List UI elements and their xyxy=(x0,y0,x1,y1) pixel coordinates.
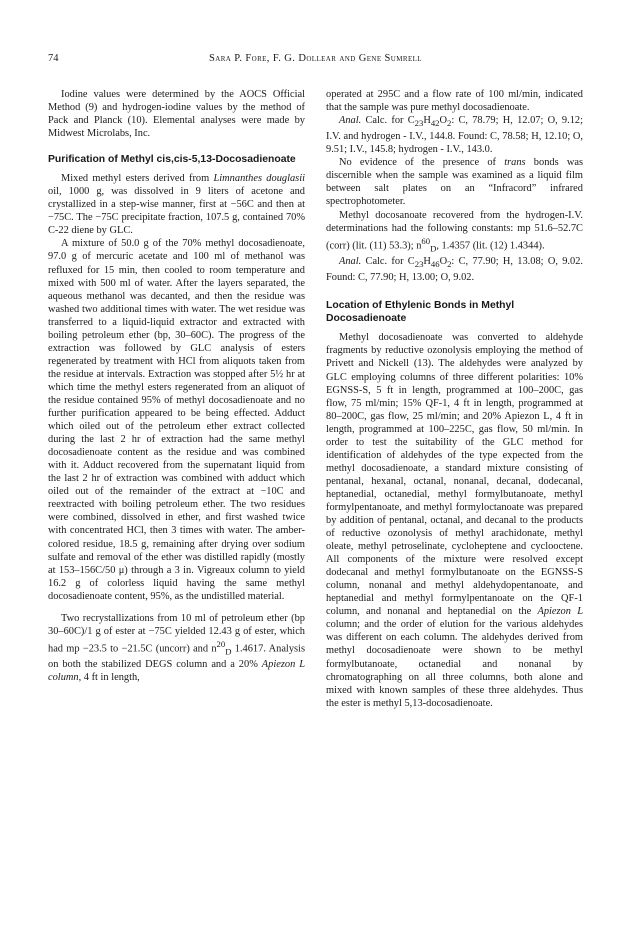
paragraph-docosanoate: Methyl docosanoate recovered from the hydrogen-I.V. determinations had the following constants: mp 51.6–52.7C (corr) (lit. (11) 53.3); $n^{60}_D$, 1.4357 (lit. (12) 1.4344). xyxy=(326,209,583,254)
analysis-docosanoate: Anal. Calc. for $C_{23}H_{46}O_2$: C, 77.90; H, 13.08; O, 9.02. Found: C, 77.90; H, 13.00; O, 9.02. xyxy=(326,256,583,284)
running-head-authors: Sara P. Fore, F. G. Dollear and Gene Sumrell xyxy=(209,53,422,64)
paragraph-mixed-esters: Mixed methyl esters derived from Limnanthes douglasii oil, 1000 g, was dissolved in 9 liters of acetone and crystallized in a step-wise manner, first at −56C and then at −75C. The −75C precipitate fraction, 107.5 g, contained 70% C-22 diene by GLC. xyxy=(48,173,305,237)
paragraph-continuation: operated at 295C and a flow rate of 100 ml/min, indicated that the sample was pure methyl docosadienoate. xyxy=(326,89,583,114)
section-heading-purification: Purification of Methyl cis,cis-5,13-Docosadienoate xyxy=(48,154,296,166)
section-heading-ethylenic-bonds: Location of Ethylenic Bonds in Methyl Docosadienoate xyxy=(326,300,515,325)
analysis-docosadienoate: Anal. Calc. for $C_{23}H_{42}O_2$: C, 78.79; H, 12.07; O, 9.12; I.V. and hydrogen - I.V., 144.8. Found: C, 78.58; H, 12.10; O, 9.51; I.V., 145.8; hydrogen - I.V., 143.0. xyxy=(326,115,583,156)
left-column xyxy=(48,88,305,685)
paragraph-recrystallization: Two recrystallizations from 10 ml of petroleum ether (bp 30–60C)/1 g of ester at −75C yielded 12.43 g of ester, which had mp −23.5 to −21.5C (uncorr) and $n^{20}_D$ 1.4617. Analysis on both the stabilized DEGS column and a 20% Apiezon L column, 4 ft in length, xyxy=(48,612,305,684)
paragraph-mercuric-acetate: A mixture of 50.0 g of the 70% methyl docosadienoate, 97.0 g of mercuric acetate and 100 ml of methanol was refluxed for 15 min, then cooled to room temperature and mixed with 500 ml of water. After the layers separated, the aqueous methanol was decanted, and then the residue was washed two additional times with water. The wet residue was transferred to a liquid-liquid extractor and extracted with boiling petroleum ether (bp, 30–60C). The progress of the extraction was followed by GLC analysis of esters regenerated by treatment with HCl from aliquots taken from the residue at intervals. Extraction was stopped after 5½ hr at which time the methyl esters regenerated from an aliquot of the residue contained 95% of methyl docosadienoate and no further purification appeared to be being effected. Adduct which oiled out of the petroleum ether extract collected during the last 2 hr of extraction had the same methyl docosadienoate content as the residue and was combined with it. Adduct recovered from the supernatant liquid from the last 2 hr of extraction was combined with adduct which oiled out of the remainder of the extract at −10C and reextracted with boiling petroleum ether. The two residues were combined, dissolved in ether, and first washed twice with concentrated HCl, then 3 times with water. The amber-colored residue, 18.5 g, remaining after drying over sodium sulfate and removal of the ether was distilled rapidly (mostly at 153–156C/50 μ) through a 3 in. Vigreaux column to yield 16.2 g of colorless liquid having the same methyl docosadienoate content, 95%, as the undistilled material. xyxy=(48,238,305,602)
paragraph-ozonolysis: Methyl docosadienoate was converted to aldehyde fragments by reductive ozonolysis employing the method of Privett and Nickell (13). The aldehydes were analyzed by GLC employing columns of three different polarities: 10% EGNSS-S, 5 ft in length, programmed at 100–200C, gas flow, 75 ml/min; 15% QF-1, 4 ft in length, programmed at 80–200C, gas flow, 25 ml/min; and 20% Apiezon L, 4 ft in length, programmed at 100–225C, gas flow, 50 ml/min. In order to test the suitability of the GLC method for identification of aldehydes of the type expected from the methyl docosadienoate, a standard mixture consisting of pentanal, hexanal, octanal, nonanal, decanal, dodecanal, heptanedial, octanedial, methyl formylbutanoate, methyl formylpentanoate, and methyl formyloctanoate was prepared by addition of pentanal, octanal, and decanal to the products of reductive ozonolysis of methyl arachidonate, methyl oleate, methyl petroselinate, cycloheptene and cyclooctene. All components of the mixture were resolved except dodecanal and methyl formylbutanoate on the EGNSS-S column, nonanal and methyl aldehydopentanoate, and heptanedial and methyl formylpentanoate on the QF-1 column, and nonanal and heptanedial on the Apiezon L column; and the order of elution for the various aldehydes was different on each column. The aldehydes derived from methyl docosadienoate were shown to be methyl formylbutanoate, octanedial and nonanal by chromatographing on all three columns, both alone and mixed with known samples of these three aldehydes. Thus the ester is methyl 5,13-docosadienoate. xyxy=(326,332,583,709)
right-column xyxy=(326,88,583,710)
methods-paragraph: Iodine values were determined by the AOCS Official Method (9) and hydrogen-iodine values by the method of Pack and Planck (10). Elemental analyses were made by Midwest Microlabs, Inc. xyxy=(48,89,305,140)
paragraph-trans-bonds: No evidence of the presence of trans bonds was discernible when the sample was examined as a liquid film between salt plates on an “Infracord” infrared spectrophotometer. xyxy=(326,157,583,208)
running-header xyxy=(48,53,583,69)
page-number: 74 xyxy=(48,53,59,64)
